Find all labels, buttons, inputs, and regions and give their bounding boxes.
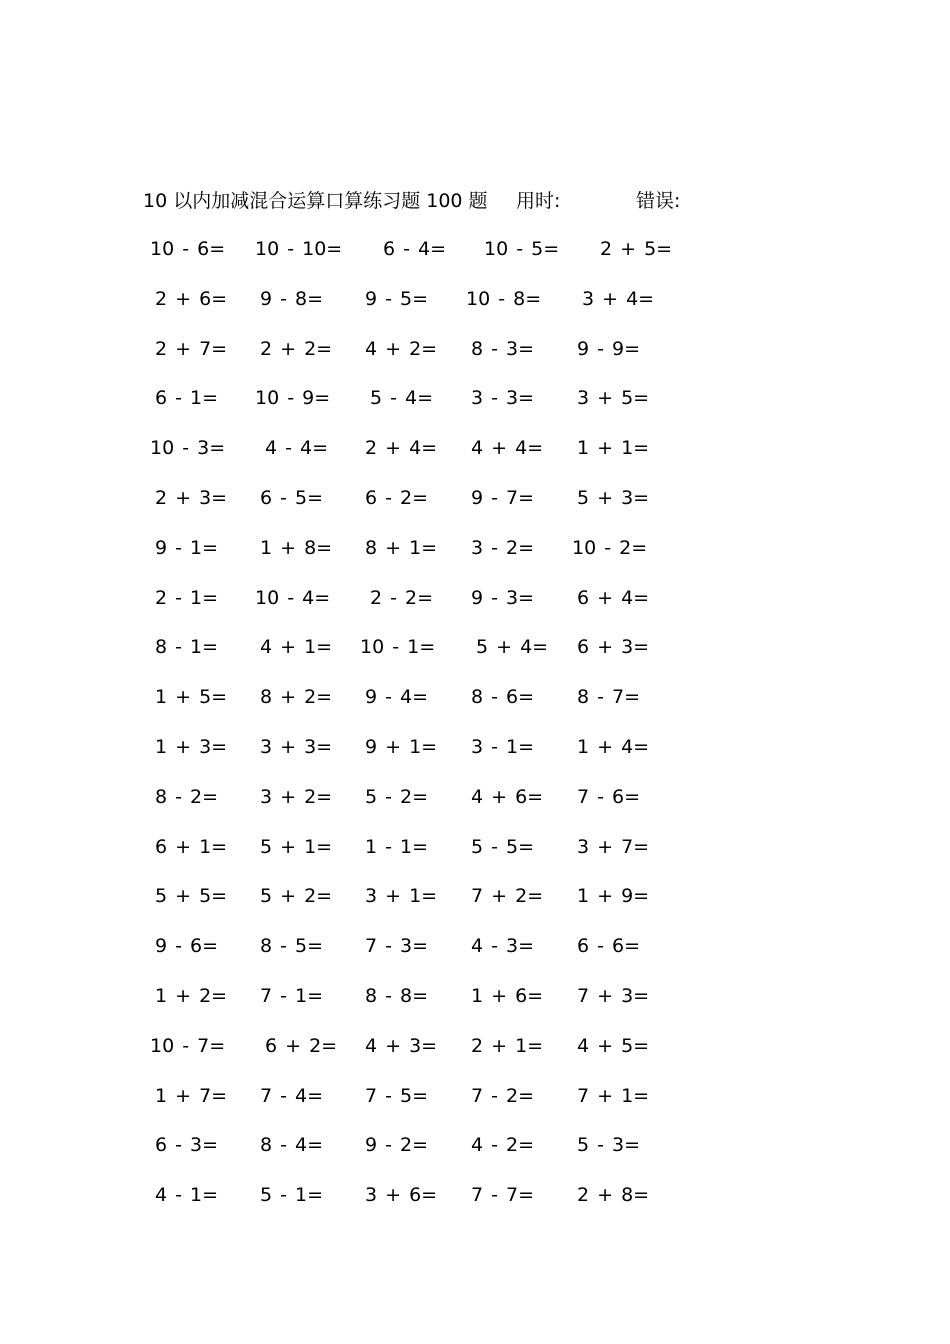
problem-cell: 8 - 3= [471, 337, 535, 360]
problem-cell: 3 - 1= [471, 736, 535, 758]
problem-cell: 6 - 4= [383, 238, 447, 260]
worksheet-title: 10 以内加减混合运算口算练习题 100 题 [143, 190, 488, 212]
problem-cell: 9 - 5= [365, 287, 429, 310]
problem-cell: 4 - 1= [155, 1184, 219, 1207]
problem-row [0, 1031, 950, 1061]
problem-cell: 6 + 3= [577, 636, 650, 659]
time-used-label: 用时: [516, 190, 561, 212]
problem-cell: 9 - 7= [471, 487, 535, 509]
problem-row [0, 981, 950, 1011]
problem-cell: 9 - 9= [577, 337, 641, 360]
problem-cell: 7 + 2= [471, 885, 544, 908]
problem-cell: 7 - 1= [260, 985, 324, 1007]
problem-cell: 7 - 7= [471, 1184, 535, 1207]
problem-cell: 8 - 4= [260, 1134, 324, 1157]
problem-cell: 5 - 4= [370, 387, 434, 410]
problem-cell: 10 - 6= [150, 238, 226, 260]
problem-cell: 9 - 1= [155, 536, 219, 559]
problem-cell: 2 - 1= [155, 586, 219, 609]
problem-cell: 3 + 1= [365, 885, 438, 908]
problem-cell: 2 + 3= [155, 487, 228, 509]
problem-cell: 3 + 2= [260, 785, 333, 808]
problem-cell: 1 + 6= [471, 985, 544, 1007]
problem-cell: 5 + 4= [476, 636, 549, 659]
problem-cell: 1 + 1= [577, 437, 650, 460]
problem-cell: 4 + 4= [471, 437, 544, 460]
problem-row [0, 732, 950, 762]
problem-cell: 4 - 2= [471, 1134, 535, 1157]
problem-cell: 9 - 8= [260, 287, 324, 310]
problem-cell: 5 - 5= [471, 835, 535, 858]
problem-cell: 3 + 5= [577, 387, 650, 410]
problem-cell: 4 + 2= [365, 337, 438, 360]
problem-cell: 7 + 1= [577, 1084, 650, 1107]
problem-cell: 9 - 3= [471, 586, 535, 609]
problem-cell: 5 + 1= [260, 835, 333, 858]
problem-row [0, 334, 950, 364]
problem-cell: 3 + 7= [577, 835, 650, 858]
problem-row [0, 832, 950, 862]
problem-cell: 1 + 7= [155, 1084, 228, 1107]
problem-cell: 6 - 6= [577, 935, 641, 958]
problem-row [0, 533, 950, 563]
problem-cell: 10 - 1= [360, 636, 436, 659]
problem-cell: 6 - 1= [155, 387, 219, 410]
problem-cell: 8 + 2= [260, 686, 333, 709]
problem-row [0, 881, 950, 911]
problem-cell: 7 - 3= [365, 935, 429, 958]
problem-row [0, 1081, 950, 1111]
problem-row [0, 1130, 950, 1160]
problem-cell: 2 + 5= [600, 238, 673, 260]
problem-row [0, 583, 950, 613]
problem-cell: 9 - 2= [365, 1134, 429, 1157]
problem-cell: 10 - 2= [572, 536, 648, 559]
problem-cell: 8 - 1= [155, 636, 219, 659]
problem-cell: 1 + 5= [155, 686, 228, 709]
problem-cell: 3 + 4= [582, 287, 655, 310]
problem-row [0, 682, 950, 712]
problem-cell: 8 + 1= [365, 536, 438, 559]
problem-row [0, 234, 950, 264]
problem-cell: 6 - 2= [365, 487, 429, 509]
problem-row [0, 284, 950, 314]
problem-cell: 2 + 2= [260, 337, 333, 360]
problem-row [0, 931, 950, 961]
problem-cell: 10 - 3= [150, 437, 226, 460]
problem-cell: 8 - 7= [577, 686, 641, 709]
problem-cell: 4 + 6= [471, 785, 544, 808]
problem-cell: 6 - 5= [260, 487, 324, 509]
problem-cell: 6 - 3= [155, 1134, 219, 1157]
problem-cell: 5 + 3= [577, 487, 650, 509]
problem-cell: 1 + 3= [155, 736, 228, 758]
problem-cell: 8 - 6= [471, 686, 535, 709]
problem-cell: 5 - 1= [260, 1184, 324, 1207]
error-count-label: 错误: [636, 190, 681, 212]
problem-cell: 10 - 9= [255, 387, 331, 410]
problem-cell: 10 - 10= [255, 238, 343, 260]
problem-cell: 1 + 2= [155, 985, 228, 1007]
problem-cell: 3 - 2= [471, 536, 535, 559]
problem-cell: 4 - 4= [265, 437, 329, 460]
problem-cell: 2 + 4= [365, 437, 438, 460]
problem-cell: 4 - 3= [471, 935, 535, 958]
problem-cell: 8 - 8= [365, 985, 429, 1007]
problem-cell: 5 + 5= [155, 885, 228, 908]
problem-cell: 4 + 5= [577, 1034, 650, 1057]
problem-cell: 7 - 4= [260, 1084, 324, 1107]
problem-cell: 3 - 3= [471, 387, 535, 410]
problem-row [0, 1180, 950, 1210]
problem-cell: 2 + 8= [577, 1184, 650, 1207]
problem-row [0, 632, 950, 662]
problem-cell: 8 - 2= [155, 785, 219, 808]
problem-cell: 2 + 6= [155, 287, 228, 310]
problem-cell: 6 + 2= [265, 1034, 338, 1057]
problem-cell: 10 - 4= [255, 586, 331, 609]
problem-cell: 9 - 4= [365, 686, 429, 709]
problem-cell: 7 + 3= [577, 985, 650, 1007]
problem-cell: 6 + 4= [577, 586, 650, 609]
problem-cell: 7 - 6= [577, 785, 641, 808]
problem-cell: 3 + 3= [260, 736, 333, 758]
problem-cell: 6 + 1= [155, 835, 228, 858]
problem-cell: 10 - 5= [484, 238, 560, 260]
problem-row [0, 433, 950, 463]
problem-cell: 1 + 4= [577, 736, 650, 758]
problem-cell: 9 - 6= [155, 935, 219, 958]
problem-row [0, 782, 950, 812]
problem-cell: 7 - 2= [471, 1084, 535, 1107]
problem-cell: 2 - 2= [370, 586, 434, 609]
worksheet-header [143, 186, 743, 216]
problem-row [0, 483, 950, 513]
problem-cell: 8 - 5= [260, 935, 324, 958]
problem-cell: 1 - 1= [365, 835, 429, 858]
problem-cell: 7 - 5= [365, 1084, 429, 1107]
problem-row [0, 383, 950, 413]
problem-cell: 5 - 2= [365, 785, 429, 808]
problem-cell: 1 + 8= [260, 536, 333, 559]
problem-cell: 4 + 3= [365, 1034, 438, 1057]
problem-cell: 2 + 7= [155, 337, 228, 360]
problem-cell: 5 - 3= [577, 1134, 641, 1157]
problem-cell: 10 - 8= [466, 287, 542, 310]
problem-cell: 10 - 7= [150, 1034, 226, 1057]
problem-cell: 9 + 1= [365, 736, 438, 758]
problem-cell: 4 + 1= [260, 636, 333, 659]
problem-cell: 5 + 2= [260, 885, 333, 908]
problem-cell: 1 + 9= [577, 885, 650, 908]
problem-cell: 3 + 6= [365, 1184, 438, 1207]
problem-cell: 2 + 1= [471, 1034, 544, 1057]
